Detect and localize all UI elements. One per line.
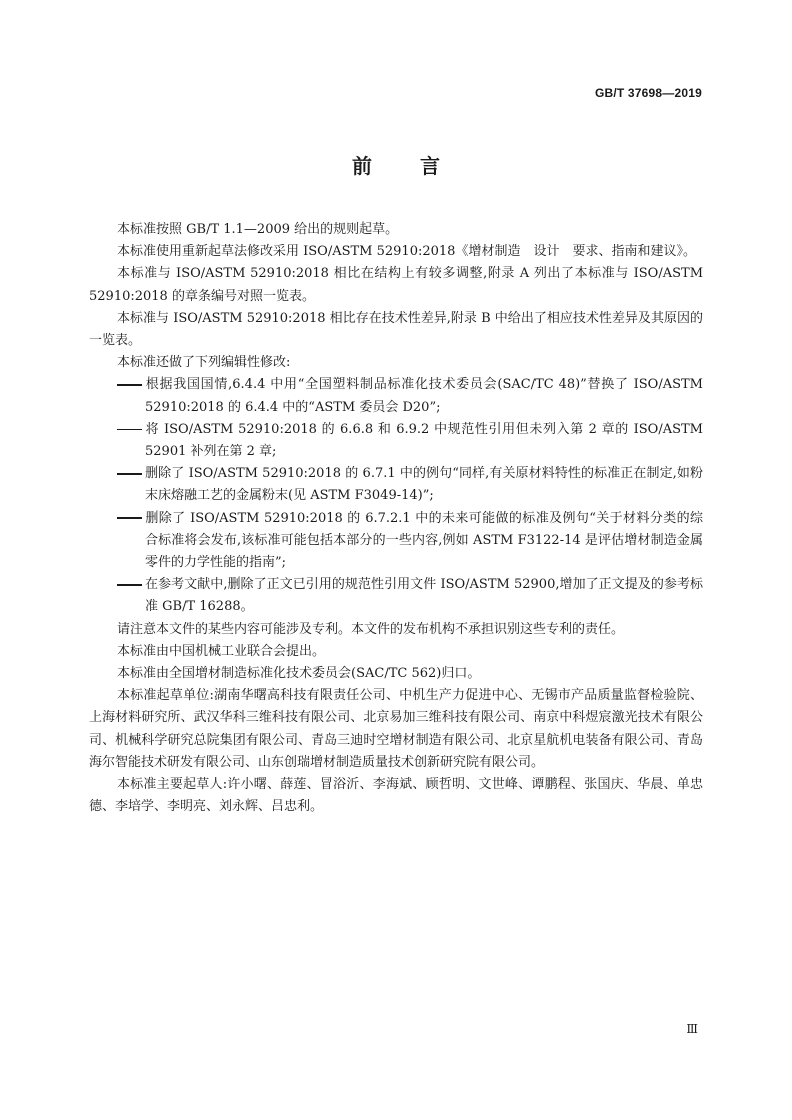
- dash-marker: [117, 574, 145, 596]
- page-number: Ⅲ: [686, 1022, 698, 1036]
- dash-marker: [117, 463, 145, 485]
- paragraph-drafting-units: 本标准起草单位:湖南华曙高科技有限责任公司、中机生产力促进中心、无锡市产品质量监督检验院、上海材料研究所、武汉华科三维科技有限公司、北京易加三维科技有限公司、南京中科煜宸激光技术有限公司、机械科学研究总院集团有限公司、青岛三迪时空增材制造有限公司、北京星航机电装备有限公司、青岛海尔智能技术研发有限公司、山东创瑞增材制造质量技术创新研究院有限公司。: [89, 688, 703, 770]
- edit-text: 删除了 ISO/ASTM 52910:2018 的 6.7.2.1 中的未来可能做的标准及例句“关于材料分类的综合标准将会发布,该标准可能包括本部分的一些内容,例如 ASTM F3122-14 是评估增材制造金属零件的力学性能的指南”;: [145, 510, 703, 571]
- edit-text: 将 ISO/ASTM 52910:2018 的 6.6.8 和 6.9.2 中规范性引用但未列入第 2 章的 ISO/ASTM 52901 补列在第 2 章;: [145, 421, 703, 460]
- paragraph-proposer: 本标准由中国机械工业联合会提出。: [117, 643, 326, 659]
- dash-marker: [117, 508, 145, 530]
- paragraph-editorial-intro: 本标准还做了下列编辑性修改:: [117, 355, 291, 371]
- page-title: [0, 150, 792, 179]
- paragraph-structure-changes: 本标准与 ISO/ASTM 52910:2018 相比在结构上有较多调整,附录 A 列出了本标准与 ISO/ASTM 52910:2018 的章条编号对照一览表。: [89, 266, 703, 304]
- paragraph-technical-differences: 本标准与 ISO/ASTM 52910:2018 相比存在技术性差异,附录 B 中给出了相应技术性差异及其原因的一览表。: [89, 310, 703, 349]
- dash-marker: [117, 374, 145, 396]
- edit-list-item: [89, 463, 703, 507]
- edit-list-item: [89, 508, 703, 575]
- edit-list-item: [89, 374, 703, 418]
- edit-text: 根据我国国情,6.4.4 中用“全国塑料制品标准化技术委员会(SAC/TC 48)”替换了 ISO/ASTM 52910:2018 的 6.4.4 中的“ASTM 委员会 D20”;: [145, 377, 703, 415]
- edit-text: 在参考文献中,删除了正文已引用的规范性引用文件 ISO/ASTM 52900,增加了正文提及的参考标准 GB/T 16288。: [145, 577, 703, 615]
- paragraph-patent-notice: 请注意本文件的某些内容可能涉及专利。本文件的发布机构不承担识别这些专利的责任。: [117, 621, 625, 637]
- paragraph-drafting-rules: 本标准按照 GB/T 1.1—2009 给出的规则起草。: [117, 222, 399, 237]
- paragraph-drafters: 本标准主要起草人:许小曙、薛莲、冒浴沂、李海斌、顾哲明、文世峰、谭鹏程、张国庆、华晨、单忠德、李培学、李明亮、刘永辉、吕忠利。: [89, 777, 703, 815]
- paragraph-adoption-method: 本标准使用重新起草法修改采用 ISO/ASTM 52910:2018《增材制造 设计 要求、指南和建议》。: [117, 244, 696, 260]
- foreword-body: [89, 219, 703, 818]
- edit-list-item: [89, 419, 703, 463]
- paragraph-committee: 本标准由全国增材制造标准化技术委员会(SAC/TC 562)归口。: [117, 666, 481, 682]
- standard-code: GB/T 37698—2019: [594, 86, 702, 100]
- edit-text: 删除了 ISO/ASTM 52910:2018 的 6.7.1 中的例句“同样,有关原材料特性的标准正在制定,如粉末床熔融工艺的金属粉末(见 ASTM F3049-14)”;: [145, 466, 703, 504]
- edit-list-item: [89, 574, 703, 618]
- title-char-1: 前: [352, 154, 372, 178]
- title-char-2: 言: [420, 154, 440, 178]
- dash-marker: [117, 419, 145, 441]
